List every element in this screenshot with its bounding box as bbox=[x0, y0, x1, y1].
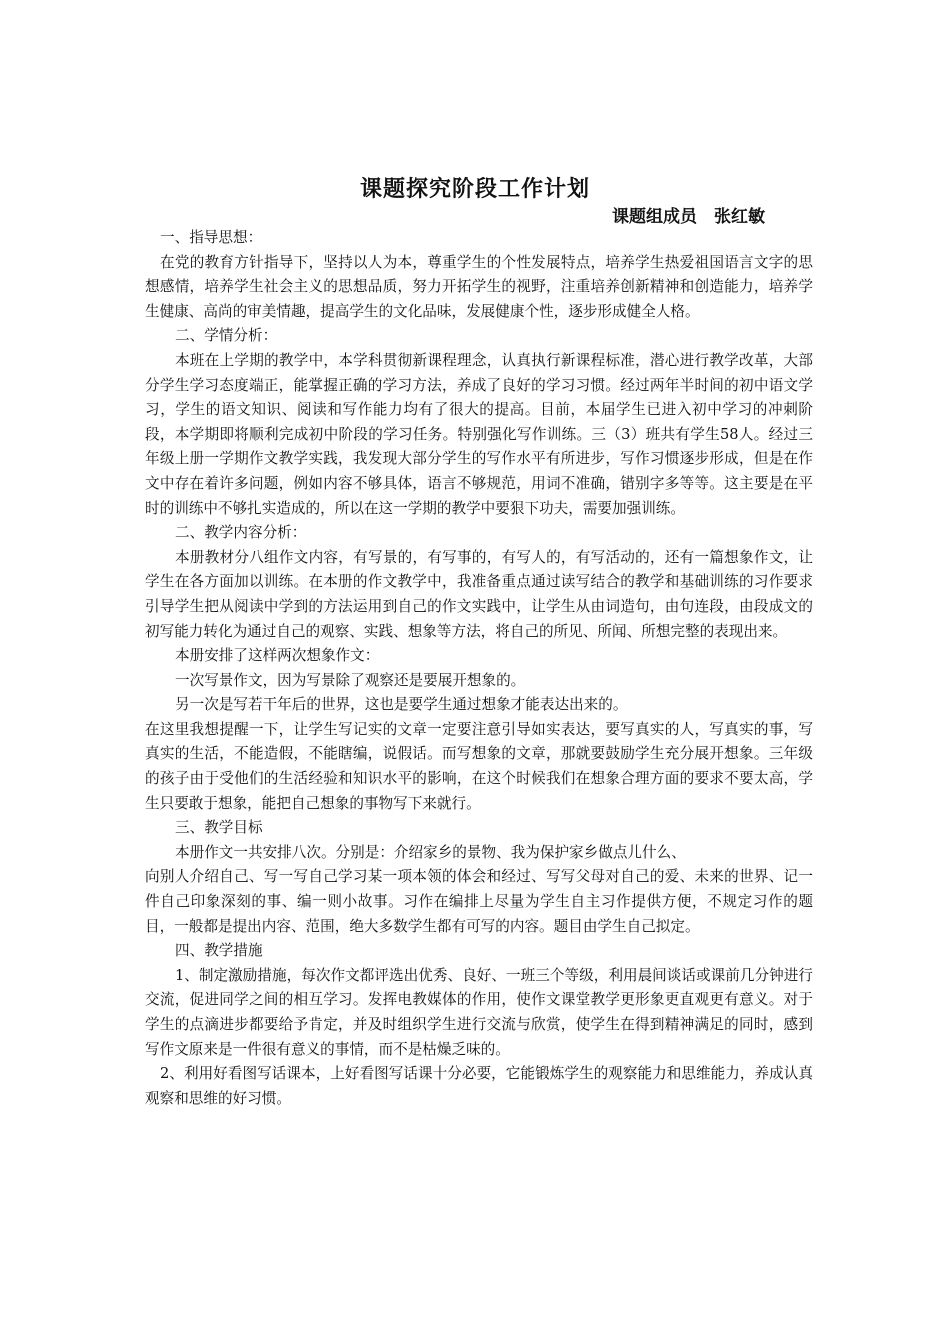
paragraph-imagination-one: 一次写景作文，因为写景除了观察还是要展开想象的。 bbox=[175, 671, 526, 689]
document-body bbox=[145, 226, 813, 1111]
heading-teaching-measures: 四、教学措施 bbox=[175, 942, 263, 960]
paragraph-reminder: 在这里我想提醒一下，让学生写记实的文章一定要注意引导如实表达，要写真实的人，写真实的事，写真实的生活，不能造假，不能瞎编，说假话。而写想象的文章，那就要鼓励学生充分展开想象。三年级的孩子由于受他们的生活经验和知识水平的影响，在这个时候我们在想象合理方面的要求不要太高，学生只要敢于想象，能把自己想象的事物写下来就行。 bbox=[145, 720, 813, 812]
paragraph-goals-start: 本册作文一共安排八次。分别是：介绍家乡的景物、我为保护家乡做点儿什么、 bbox=[175, 843, 686, 861]
paragraph-guiding-thought: 在党的教育方针指导下，坚持以人为本，尊重学生的个性发展特点，培养学生热爱祖国语言文字的思想感情，培养学生社会主义的思想品质，努力开拓学生的视野，注重培养创新精神和创造能力，培养学生健康、高尚的审美情趣，提高学生的文化品味，发展健康个性，逐步形成健全人格。 bbox=[145, 253, 813, 320]
document-title: 课题探究阶段工作计划 bbox=[359, 177, 590, 202]
paragraph-measure-two: 2、利用好看图写话课本，上好看图写话课十分必要，它能锻炼学生的观察能力和思维能力，养成认真观察和思维的好习惯。 bbox=[145, 1065, 813, 1107]
paragraph-measure-one: 1、制定激励措施，每次作文都评选出优秀、良好、一班三个等级，利用晨间谈话或课前几分钟进行交流，促进同学之间的相互学习。发挥电教媒体的作用，使作文课堂教学更形象更直观更有意义。对于学生的点滴进步都要给予肯定，并及时组织学生进行交流与欣赏，使学生在得到精神满足的同时，感到写作文原来是一件很有意义的事情，而不是枯燥乏味的。 bbox=[145, 966, 813, 1058]
paragraph-imagination-intro: 本册安排了这样两次想象作文： bbox=[175, 647, 380, 665]
paragraph-goals-rest: 向别人介绍自己、写一写自己学习某一项本领的体会和经过、写写父母对自己的爱、未来的世界、记一件自己印象深刻的事、编一则小故事。习作在编排上尽量为学生自主习作提供方便，不规定习作的题目，一般都是提出内容、范围，绝大多数学生都有可写的内容。题目由学生自己拟定。 bbox=[145, 868, 813, 935]
heading-teaching-goals: 三、教学目标 bbox=[175, 819, 263, 837]
paragraph-imagination-two: 另一次是写若干年后的世界，这也是要学生通过想象才能表达出来的。 bbox=[175, 696, 628, 714]
paragraph-content-analysis: 本册教材分八组作文内容，有写景的，有写事的，有写人的，有写活动的，还有一篇想象作文，让学生在各方面加以训练。在本册的作文教学中，我准备重点通过读写结合的教学和基础训练的习作要求引导学生把从阅读中学到的方法运用到自己的作文实践中，让学生从由词造句，由句连段，由段成文的初写能力转化为通过自己的观察、实践、想象等方法，将自己的所见、所闻、所想完整的表现出来。 bbox=[145, 548, 813, 640]
paragraph-student-analysis: 本班在上学期的教学中，本学科贯彻新课程理念，认真执行新课程标准，潜心进行教学改革，大部分学生学习态度端正，能掌握正确的学习方法，养成了良好的学习习惯。经过两年半时间的初中语文学习，学生的语文知识、阅读和写作能力均有了很大的提高。目前，本届学生已进入初中学习的冲刺阶段，本学期即将顺利完成初中阶段的学习任务。特别强化写作训练。三（3）班共有学生58人。经过三年级上册一学期作文教学实践，我发现大部分学生的写作水平有所进步，写作习惯逐步形成，但是在作文中存在着许多问题，例如内容不够具体，语言不够规范，用词不准确，错别字多等等。这主要是在平时的训练中不够扎实造成的，所以在这一学期的教学中要狠下功夫，需要加强训练。 bbox=[145, 351, 813, 517]
heading-student-analysis: 二、学情分析： bbox=[175, 327, 278, 345]
author-line: 课题组成员 张红敏 bbox=[612, 207, 765, 227]
heading-guiding-thought: 一、指导思想： bbox=[160, 229, 263, 246]
heading-content-analysis: 二、教学内容分析： bbox=[175, 524, 307, 542]
